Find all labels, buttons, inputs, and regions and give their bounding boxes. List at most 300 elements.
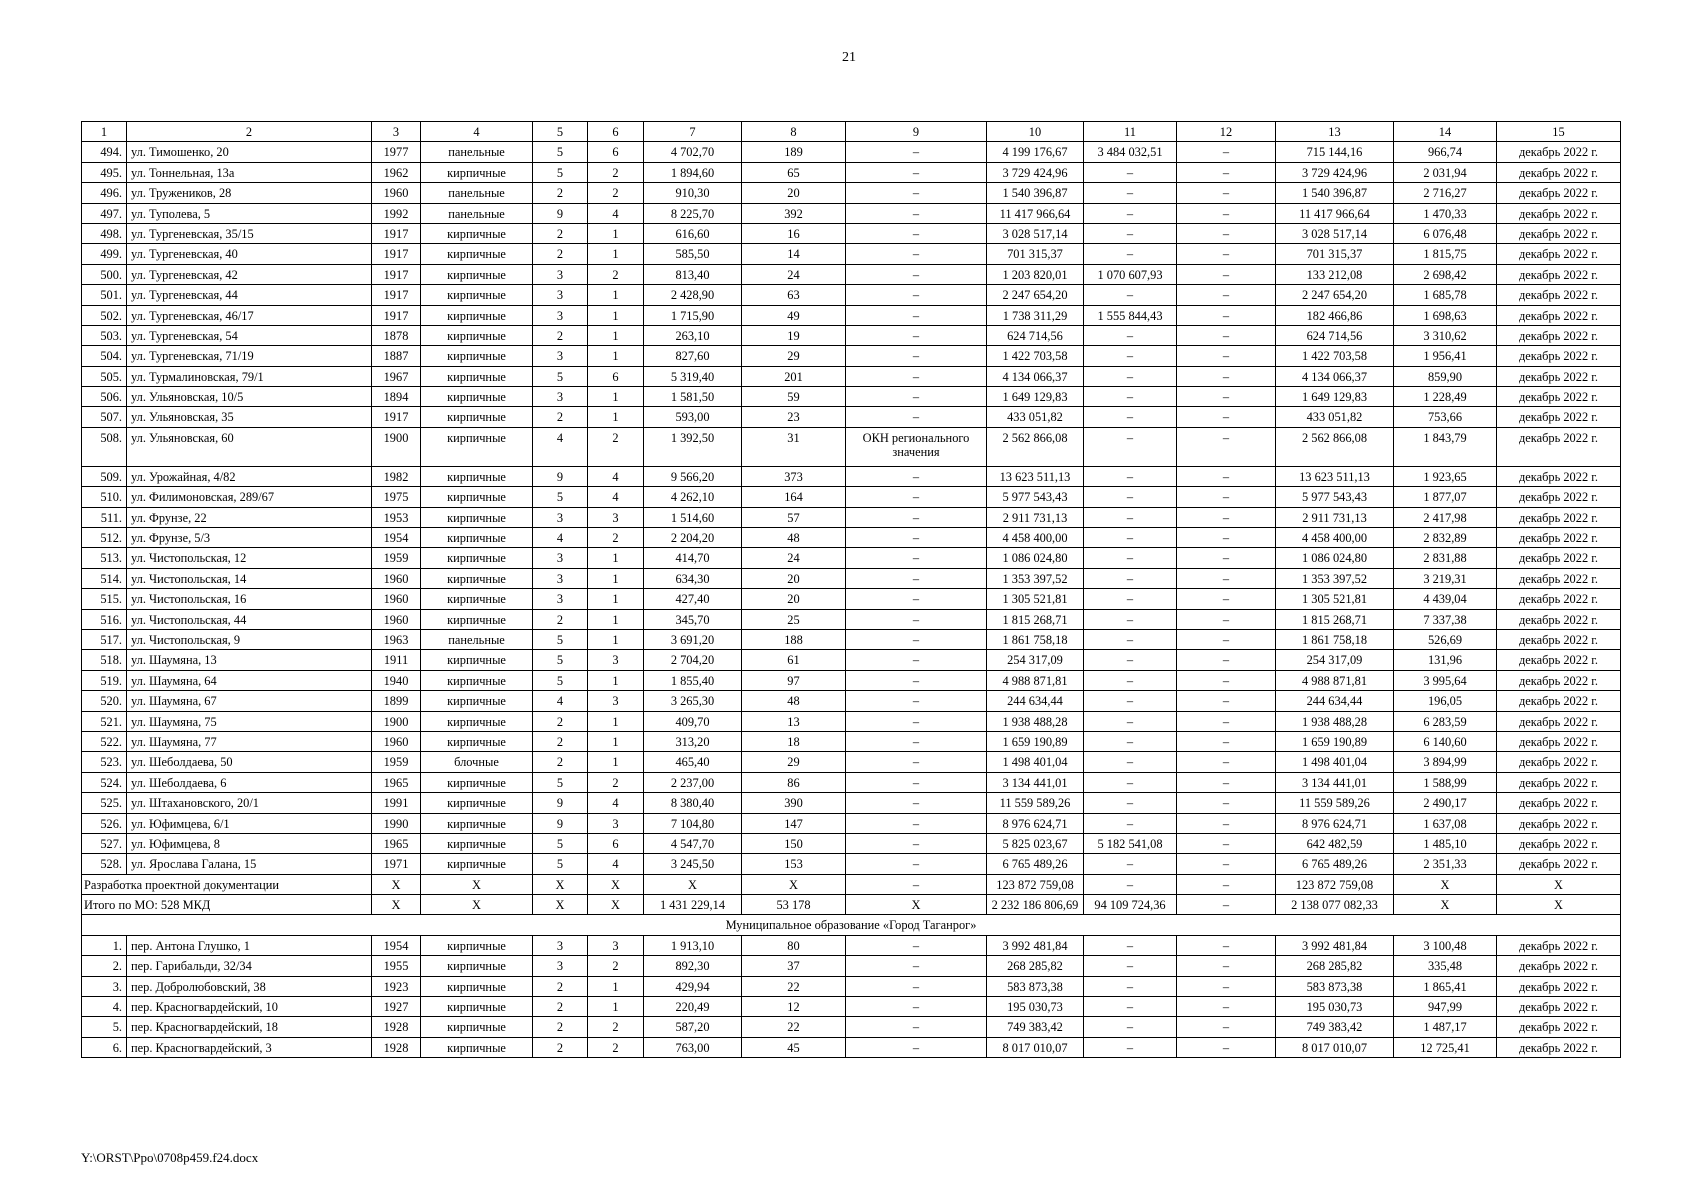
header-cell: 4 (421, 122, 533, 142)
cell-addr: пер. Красногвардейский, 18 (127, 1017, 372, 1037)
cell-ent: 1 (588, 997, 644, 1017)
cell-year: X (372, 874, 421, 894)
cell-date: декабрь 2022 г. (1497, 528, 1621, 548)
cell-mat: кирпичные (421, 589, 533, 609)
cell-total: 5 825 023,67 (987, 833, 1084, 853)
cell-mat: кирпичные (421, 507, 533, 527)
cell-ent: 1 (588, 629, 644, 649)
table-row (82, 813, 1621, 833)
cell-year: 1928 (372, 1017, 421, 1037)
cell-date: декабрь 2022 г. (1497, 711, 1621, 731)
cell-c14: 1 485,10 (1394, 833, 1497, 853)
table-row (82, 507, 1621, 527)
cell-fl: 3 (533, 548, 588, 568)
cell-date: декабрь 2022 г. (1497, 813, 1621, 833)
cell-c14: 1 470,33 (1394, 203, 1497, 223)
cell-date: декабрь 2022 г. (1497, 285, 1621, 305)
cell-okn: – (846, 203, 987, 223)
cell-okn: ОКН регионального значения (846, 427, 987, 466)
cell-addr: ул. Тургеневская, 40 (127, 244, 372, 264)
table-row (82, 548, 1621, 568)
cell-fl: 3 (533, 956, 588, 976)
cell-date: декабрь 2022 г. (1497, 650, 1621, 670)
cell-area: 4 547,70 (644, 833, 742, 853)
cell-year: 1928 (372, 1037, 421, 1057)
cell-fl: 9 (533, 813, 588, 833)
cell-c12: – (1177, 1037, 1276, 1057)
cell-addr: ул. Шеболдаева, 6 (127, 772, 372, 792)
cell-year: 1965 (372, 833, 421, 853)
header-cell: 7 (644, 122, 742, 142)
cell-year: 1960 (372, 589, 421, 609)
cell-okn: – (846, 650, 987, 670)
cell-c13: 1 659 190,89 (1276, 731, 1394, 751)
cell-okn: – (846, 346, 987, 366)
cell-total: 1 938 488,28 (987, 711, 1084, 731)
cell-mat: кирпичные (421, 956, 533, 976)
cell-total: 5 977 543,43 (987, 487, 1084, 507)
cell-mat: блочные (421, 752, 533, 772)
cell-ent: 4 (588, 203, 644, 223)
table-row (82, 752, 1621, 772)
cell-fl: 3 (533, 346, 588, 366)
cell-c11: – (1084, 935, 1177, 955)
cell-mat: кирпичные (421, 670, 533, 690)
cell-c14: 1 815,75 (1394, 244, 1497, 264)
cell-c11: – (1084, 387, 1177, 407)
cell-area: 813,40 (644, 264, 742, 284)
cell-date: X (1497, 874, 1621, 894)
table-row (82, 1037, 1621, 1057)
cell-ent: 4 (588, 854, 644, 874)
cell-c11: – (1084, 813, 1177, 833)
table-row (82, 833, 1621, 853)
cell-n: 512. (82, 528, 127, 548)
cell-total: 8 976 624,71 (987, 813, 1084, 833)
cell-okn: X (846, 895, 987, 915)
cell-mat: кирпичные (421, 264, 533, 284)
cell-c13: 13 623 511,13 (1276, 466, 1394, 486)
cell-c12: – (1177, 956, 1276, 976)
cell-c13: 11 417 966,64 (1276, 203, 1394, 223)
cell-c11: 1 070 607,93 (1084, 264, 1177, 284)
cell-n: 511. (82, 507, 127, 527)
section-header-row (82, 915, 1621, 935)
cell-fl: 3 (533, 264, 588, 284)
cell-c14: 3 100,48 (1394, 935, 1497, 955)
cell-res: 153 (742, 854, 846, 874)
cell-ent: 1 (588, 976, 644, 996)
cell-fl: 2 (533, 1017, 588, 1037)
cell-c12: – (1177, 568, 1276, 588)
cell-year: X (372, 895, 421, 915)
cell-total: 1 649 129,83 (987, 387, 1084, 407)
cell-c12: – (1177, 874, 1276, 894)
cell-year: 1917 (372, 223, 421, 243)
cell-c13: 3 729 424,96 (1276, 162, 1394, 182)
cell-date: декабрь 2022 г. (1497, 997, 1621, 1017)
cell-fl: 2 (533, 1037, 588, 1057)
design-documentation-row (82, 874, 1621, 894)
cell-year: 1911 (372, 650, 421, 670)
total-row (82, 895, 1621, 915)
cell-c11: – (1084, 731, 1177, 751)
cell-year: 1954 (372, 528, 421, 548)
cell-n: 502. (82, 305, 127, 325)
cell-area: 2 204,20 (644, 528, 742, 548)
cell-area: 2 704,20 (644, 650, 742, 670)
cell-c13: 2 138 077 082,33 (1276, 895, 1394, 915)
cell-addr: ул. Штахановского, 20/1 (127, 793, 372, 813)
cell-area: 910,30 (644, 183, 742, 203)
cell-addr: ул. Филимоновская, 289/67 (127, 487, 372, 507)
cell-addr: пер. Антона Глушко, 1 (127, 935, 372, 955)
cell-mat: кирпичные (421, 976, 533, 996)
cell-c12: – (1177, 752, 1276, 772)
cell-n: 517. (82, 629, 127, 649)
cell-date: декабрь 2022 г. (1497, 203, 1621, 223)
cell-mat: кирпичные (421, 407, 533, 427)
cell-n: 514. (82, 568, 127, 588)
cell-c13: 642 482,59 (1276, 833, 1394, 853)
cell-total: 3 729 424,96 (987, 162, 1084, 182)
cell-c13: 133 212,08 (1276, 264, 1394, 284)
cell-date: декабрь 2022 г. (1497, 142, 1621, 162)
cell-n: 2. (82, 956, 127, 976)
cell-res: 14 (742, 244, 846, 264)
cell-okn: – (846, 568, 987, 588)
cell-c11: – (1084, 487, 1177, 507)
table-row (82, 976, 1621, 996)
cell-year: 1917 (372, 244, 421, 264)
cell-c13: 8 017 010,07 (1276, 1037, 1394, 1057)
cell-addr: ул. Туполева, 5 (127, 203, 372, 223)
cell-year: 1940 (372, 670, 421, 690)
cell-area: 345,70 (644, 609, 742, 629)
cell-c14: 7 337,38 (1394, 609, 1497, 629)
cell-okn: – (846, 793, 987, 813)
cell-date: декабрь 2022 г. (1497, 772, 1621, 792)
cell-c12: – (1177, 895, 1276, 915)
cell-c12: – (1177, 813, 1276, 833)
cell-c12: – (1177, 346, 1276, 366)
cell-year: 1917 (372, 407, 421, 427)
header-cell: 2 (127, 122, 372, 142)
cell-year: 1992 (372, 203, 421, 223)
cell-c11: – (1084, 650, 1177, 670)
cell-fl: X (533, 874, 588, 894)
cell-fl: X (533, 895, 588, 915)
cell-n: 522. (82, 731, 127, 751)
cell-n: 509. (82, 466, 127, 486)
cell-total: 2 247 654,20 (987, 285, 1084, 305)
cell-n: 507. (82, 407, 127, 427)
table-row (82, 609, 1621, 629)
cell-c13: 624 714,56 (1276, 325, 1394, 345)
header-cell: 10 (987, 122, 1084, 142)
cell-res: 18 (742, 731, 846, 751)
header-cell: 12 (1177, 122, 1276, 142)
cell-area: 593,00 (644, 407, 742, 427)
cell-n: 515. (82, 589, 127, 609)
cell-n: 510. (82, 487, 127, 507)
footer-file-path: Y:\ORST\Ppo\0708p459.f24.docx (81, 1150, 259, 1165)
cell-c13: 1 815 268,71 (1276, 609, 1394, 629)
cell-fl: 2 (533, 183, 588, 203)
cell-fl: 5 (533, 772, 588, 792)
cell-year: 1954 (372, 935, 421, 955)
cell-n: 525. (82, 793, 127, 813)
cell-area: 263,10 (644, 325, 742, 345)
cell-fl: 5 (533, 833, 588, 853)
cell-c11: 1 555 844,43 (1084, 305, 1177, 325)
table-row (82, 711, 1621, 731)
cell-ent: 2 (588, 1017, 644, 1037)
cell-total: 4 134 066,37 (987, 366, 1084, 386)
cell-c14: 947,99 (1394, 997, 1497, 1017)
cell-res: 53 178 (742, 895, 846, 915)
cell-total: 433 051,82 (987, 407, 1084, 427)
cell-date: декабрь 2022 г. (1497, 609, 1621, 629)
cell-n: 504. (82, 346, 127, 366)
cell-ent: 6 (588, 833, 644, 853)
cell-area: 465,40 (644, 752, 742, 772)
cell-c11: – (1084, 691, 1177, 711)
table-row (82, 854, 1621, 874)
cell-fl: 5 (533, 670, 588, 690)
cell-ent: 1 (588, 752, 644, 772)
cell-mat: кирпичные (421, 305, 533, 325)
cell-total: 701 315,37 (987, 244, 1084, 264)
cell-total: 4 199 176,67 (987, 142, 1084, 162)
cell-okn: – (846, 670, 987, 690)
cell-c13: 701 315,37 (1276, 244, 1394, 264)
cell-c13: 1 938 488,28 (1276, 711, 1394, 731)
cell-res: 23 (742, 407, 846, 427)
cell-n: 524. (82, 772, 127, 792)
cell-fl: 2 (533, 407, 588, 427)
cell-total: 2 562 866,08 (987, 427, 1084, 466)
cell-area: 5 319,40 (644, 366, 742, 386)
cell-mat: кирпичные (421, 813, 533, 833)
cell-c14: 335,48 (1394, 956, 1497, 976)
cell-c14: 526,69 (1394, 629, 1497, 649)
cell-mat: панельные (421, 203, 533, 223)
cell-ent: 3 (588, 507, 644, 527)
cell-c14: 2 417,98 (1394, 507, 1497, 527)
cell-c14: 1 956,41 (1394, 346, 1497, 366)
table-row (82, 629, 1621, 649)
cell-c14: 1 637,08 (1394, 813, 1497, 833)
cell-fl: 3 (533, 305, 588, 325)
cell-c14: 12 725,41 (1394, 1037, 1497, 1057)
cell-okn: – (846, 589, 987, 609)
table-row (82, 997, 1621, 1017)
cell-total: 1 305 521,81 (987, 589, 1084, 609)
cell-c11: – (1084, 466, 1177, 486)
cell-c11: – (1084, 997, 1177, 1017)
cell-c11: – (1084, 629, 1177, 649)
cell-c14: 1 923,65 (1394, 466, 1497, 486)
cell-res: 16 (742, 223, 846, 243)
cell-addr: ул. Тургеневская, 42 (127, 264, 372, 284)
cell-area: 1 855,40 (644, 670, 742, 690)
cell-c12: – (1177, 244, 1276, 264)
cell-mat: кирпичные (421, 387, 533, 407)
cell-ent: X (588, 895, 644, 915)
cell-addr: ул. Чистопольская, 44 (127, 609, 372, 629)
cell-res: 25 (742, 609, 846, 629)
cell-date: декабрь 2022 г. (1497, 346, 1621, 366)
cell-res: 29 (742, 752, 846, 772)
cell-c13: 4 458 400,00 (1276, 528, 1394, 548)
table-row (82, 264, 1621, 284)
cell-res: 150 (742, 833, 846, 853)
cell-mat: кирпичные (421, 793, 533, 813)
cell-mat: кирпичные (421, 548, 533, 568)
cell-date: декабрь 2022 г. (1497, 223, 1621, 243)
cell-area: 3 265,30 (644, 691, 742, 711)
cell-res: 188 (742, 629, 846, 649)
cell-ent: 1 (588, 609, 644, 629)
cell-okn: – (846, 285, 987, 305)
cell-area: 2 428,90 (644, 285, 742, 305)
cell-n: 526. (82, 813, 127, 833)
cell-date: декабрь 2022 г. (1497, 162, 1621, 182)
cell-c14: 6 076,48 (1394, 223, 1497, 243)
table-row (82, 244, 1621, 264)
cell-res: 24 (742, 548, 846, 568)
cell-c12: – (1177, 833, 1276, 853)
cell-total: 11 559 589,26 (987, 793, 1084, 813)
cell-ent: 1 (588, 711, 644, 731)
cell-n: 499. (82, 244, 127, 264)
cell-c14: 1 487,17 (1394, 1017, 1497, 1037)
cell-c11: – (1084, 976, 1177, 996)
cell-total: 254 317,09 (987, 650, 1084, 670)
cell-n: 494. (82, 142, 127, 162)
cell-c14: 966,74 (1394, 142, 1497, 162)
cell-c13: 1 498 401,04 (1276, 752, 1394, 772)
table-row (82, 183, 1621, 203)
cell-c13: 1 649 129,83 (1276, 387, 1394, 407)
cell-area: 8 225,70 (644, 203, 742, 223)
cell-year: 1960 (372, 731, 421, 751)
cell-c13: 6 765 489,26 (1276, 854, 1394, 874)
cell-date: декабрь 2022 г. (1497, 629, 1621, 649)
cell-c14: 2 831,88 (1394, 548, 1497, 568)
cell-mat: кирпичные (421, 935, 533, 955)
cell-fl: 5 (533, 629, 588, 649)
cell-mat: панельные (421, 183, 533, 203)
cell-okn: – (846, 407, 987, 427)
cell-ent: 2 (588, 427, 644, 466)
cell-addr: ул. Юфимцева, 6/1 (127, 813, 372, 833)
cell-total: 3 992 481,84 (987, 935, 1084, 955)
cell-addr: ул. Чистопольская, 14 (127, 568, 372, 588)
cell-year: 1963 (372, 629, 421, 649)
cell-date: декабрь 2022 г. (1497, 568, 1621, 588)
cell-c13: 3 992 481,84 (1276, 935, 1394, 955)
cell-res: 80 (742, 935, 846, 955)
cell-total: 1 203 820,01 (987, 264, 1084, 284)
cell-total: 4 458 400,00 (987, 528, 1084, 548)
cell-okn: – (846, 1017, 987, 1037)
header-cell: 6 (588, 122, 644, 142)
table-row (82, 305, 1621, 325)
cell-area: 3 691,20 (644, 629, 742, 649)
cell-addr: пер. Красногвардейский, 10 (127, 997, 372, 1017)
cell-c11: 3 484 032,51 (1084, 142, 1177, 162)
cell-fl: 2 (533, 244, 588, 264)
cell-res: 48 (742, 691, 846, 711)
header-cell: 3 (372, 122, 421, 142)
cell-mat: кирпичные (421, 1017, 533, 1037)
cell-area: 3 245,50 (644, 854, 742, 874)
cell-okn: – (846, 244, 987, 264)
cell-area: 1 514,60 (644, 507, 742, 527)
cell-c12: – (1177, 731, 1276, 751)
cell-c14: X (1394, 874, 1497, 894)
cell-c14: 1 843,79 (1394, 427, 1497, 466)
cell-total: 6 765 489,26 (987, 854, 1084, 874)
cell-addr: ул. Шаумяна, 67 (127, 691, 372, 711)
cell-total: 1 659 190,89 (987, 731, 1084, 751)
cell-c12: – (1177, 548, 1276, 568)
cell-fl: 9 (533, 203, 588, 223)
cell-c14: 6 283,59 (1394, 711, 1497, 731)
cell-addr: ул. Ульяновская, 60 (127, 427, 372, 466)
cell-date: декабрь 2022 г. (1497, 935, 1621, 955)
cell-year: 1967 (372, 366, 421, 386)
cell-year: 1960 (372, 609, 421, 629)
cell-year: 1887 (372, 346, 421, 366)
cell-c12: – (1177, 650, 1276, 670)
cell-okn: – (846, 752, 987, 772)
cell-year: 1991 (372, 793, 421, 813)
cell-fl: 5 (533, 142, 588, 162)
header-cell: 1 (82, 122, 127, 142)
cell-ent: 2 (588, 956, 644, 976)
cell-addr: ул. Чистопольская, 12 (127, 548, 372, 568)
cell-date: декабрь 2022 г. (1497, 387, 1621, 407)
cell-res: 59 (742, 387, 846, 407)
cell-c12: – (1177, 487, 1276, 507)
cell-c13: 583 873,38 (1276, 976, 1394, 996)
cell-date: декабрь 2022 г. (1497, 264, 1621, 284)
cell-fl: 2 (533, 976, 588, 996)
cell-fl: 5 (533, 650, 588, 670)
cell-addr: пер. Красногвардейский, 3 (127, 1037, 372, 1057)
cell-addr: ул. Шеболдаева, 50 (127, 752, 372, 772)
cell-ent: 1 (588, 346, 644, 366)
cell-area: 4 702,70 (644, 142, 742, 162)
cell-ent: 2 (588, 162, 644, 182)
table-row (82, 162, 1621, 182)
cell-area: 409,70 (644, 711, 742, 731)
cell-year: 1899 (372, 691, 421, 711)
cell-c14: 1 865,41 (1394, 976, 1497, 996)
cell-c11: – (1084, 325, 1177, 345)
cell-fl: 3 (533, 935, 588, 955)
cell-total: 583 873,38 (987, 976, 1084, 996)
cell-res: 61 (742, 650, 846, 670)
cell-c14: 1 588,99 (1394, 772, 1497, 792)
cell-okn: – (846, 305, 987, 325)
cell-year: 1900 (372, 427, 421, 466)
cell-c14: 2 031,94 (1394, 162, 1497, 182)
cell-total: 1 353 397,52 (987, 568, 1084, 588)
